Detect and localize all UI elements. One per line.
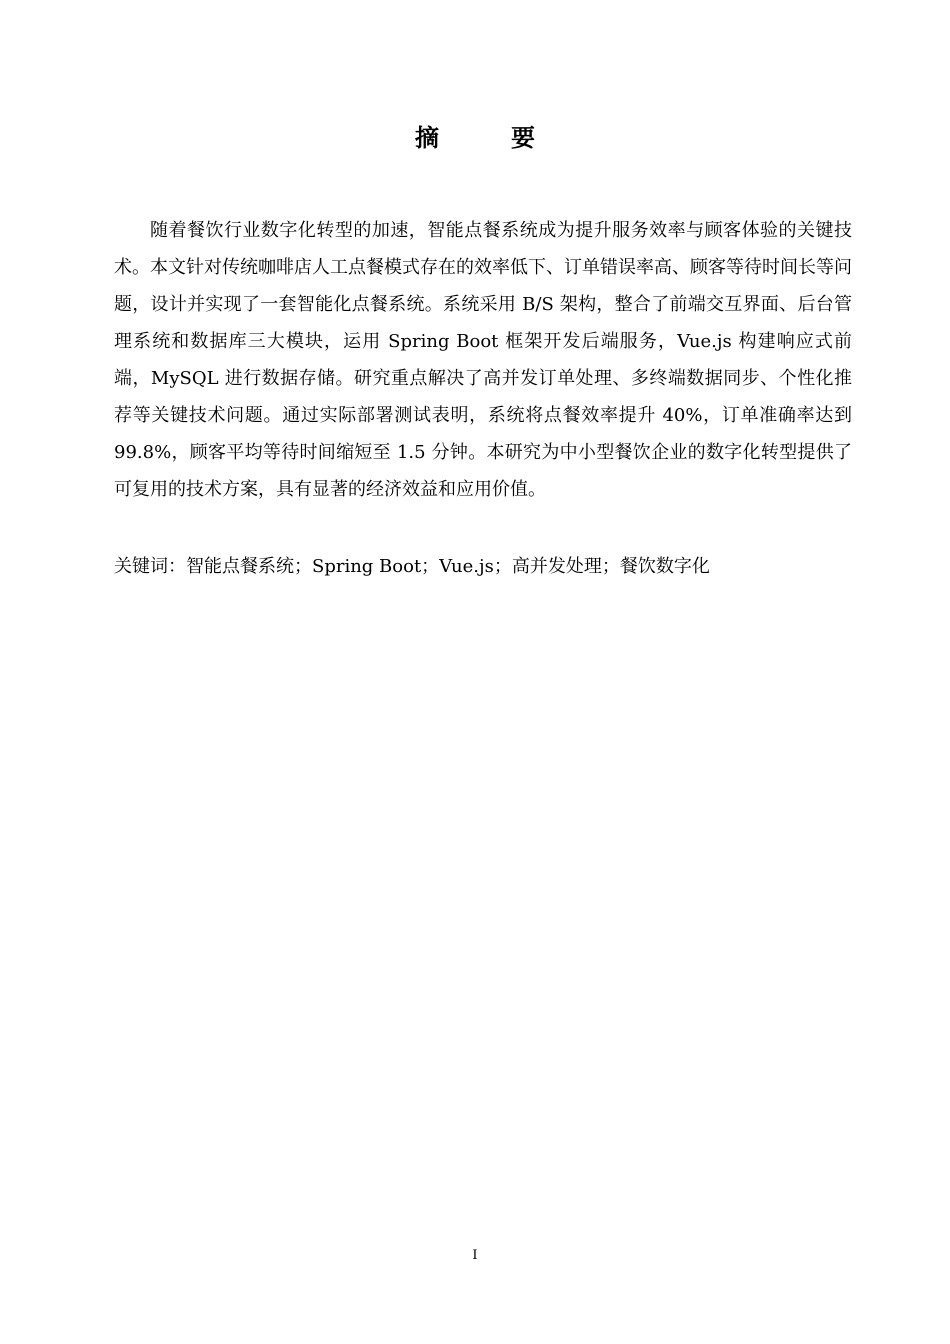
keywords-line xyxy=(114,548,852,585)
keywords-label: 关键词： xyxy=(114,556,186,577)
page-title: 摘 要 xyxy=(415,123,559,152)
keywords-text: 智能点餐系统；Spring Boot；Vue.js；高并发处理；餐饮数字化 xyxy=(186,556,710,577)
page-number: I xyxy=(472,1248,478,1263)
abstract-paragraph: 随着餐饮行业数字化转型的加速，智能点餐系统成为提升服务效率与顾客体验的关键技术。本文针对传统咖啡店人工点餐模式存在的效率低下、订单错误率高、顾客等待时间长等问题，设计并实现了一套智能化点餐系统。系统采用 B/S 架构，整合了前端交互界面、后台管理系统和数据库三大模块，运用 Spring Boot 框架开发后端服务，Vue.js 构建响应式前端，MySQL 进行数据存储。研究重点解决了高并发订单处理、多终端数据同步、个性化推荐等关键技术问题。通过实际部署测试表明，系统将点餐效率提升 40%，订单准确率达到 99.8%，顾客平均等待时间缩短至 1.5 分钟。本研究为中小型餐饮企业的数字化转型提供了可复用的技术方案，具有显著的经济效益和应用价值。 xyxy=(114,220,852,500)
